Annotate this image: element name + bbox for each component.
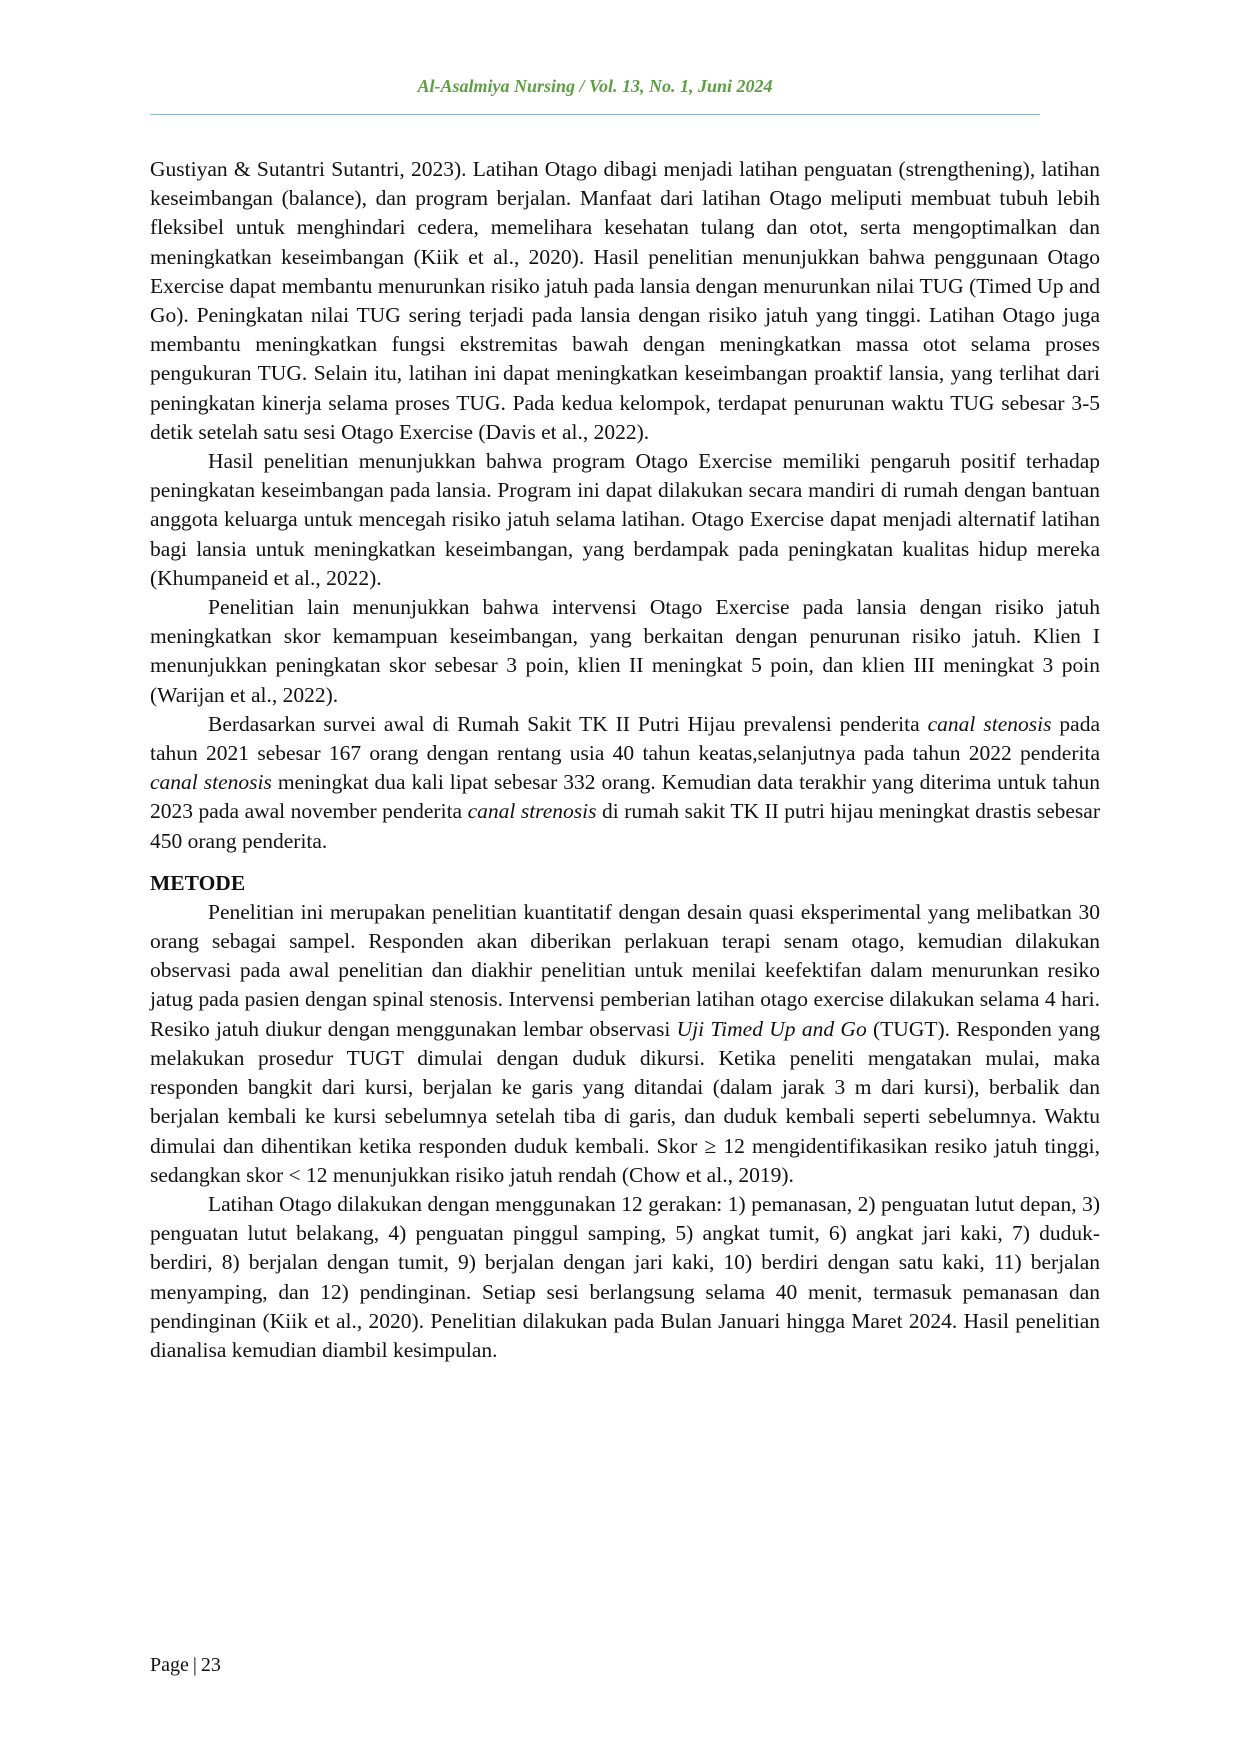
text-run: Latihan Otago dilakukan dengan menggunakan 12 gerakan: 1) pemanasan, 2) penguatan lutut depan, 3) penguatan lutut belakang, 4) penguatan pinggul samping, 5) angkat tumit, 6) angkat jari kaki, 7) duduk-berdiri, 8) berjalan dengan tumit, 9) berjalan dengan jari kaki, 10) berdiri dengan satu kaki, 11) berjalan menyamping, dan 12) pendinginan. Setiap sesi berlangsung selama 40 menit, termasuk pemanasan dan pendinginan (Kiik et al., 2020). Penelitian dilakukan pada Bulan Januari hingga Maret 2024. Hasil penelitian dianalisa kemudian diambil kesimpulan. — [150, 1191, 1100, 1362]
text-run: Gustiyan & Sutantri Sutantri, 2023). Latihan Otago dibagi menjadi latihan penguatan (strengthening), latihan keseimbangan (balance), dan program berjalan. Manfaat dari latihan Otago meliputi membuat tubuh lebih fleksibel untuk menghindari cedera, memelihara kesehatan tulang dan otot, serta mengoptimalkan dan meningkatkan keseimbangan (Kiik et al., 2020). Hasil penelitian menunjukkan bahwa penggunaan Otago Exercise dapat membantu menurunkan risiko jatuh pada lansia dengan menurunkan nilai TUG (Timed Up and Go). Peningkatan nilai TUG sering terjadi pada lansia dengan risiko jatuh yang tinggi. Latihan Otago juga membantu meningkatkan fungsi ekstremitas bawah dengan meningkatkan massa otot selama proses pengukuran TUG. Selain itu, latihan ini dapat meningkatkan keseimbangan proaktif lansia, yang terlihat dari peningkatan kinerja selama proses TUG. Pada kedua kelompok, terdapat penurunan waktu TUG sebesar 3-5 detik setelah satu sesi Otago Exercise (Davis et al., 2022). — [150, 157, 1100, 444]
text-run: Penelitian ini merupakan penelitian kuantitatif dengan desain quasi eksperimental yang melibatkan 30 orang sebagai sampel. Responden akan diberikan perlakuan terapi senam otago, kemudian dilakukan observasi pada awal penelitian dan diakhir penelitian untuk menilai keefektifan dalam menurunkan resiko jatug pada pasien dengan spinal stenosis. Intervensi pemberian latihan otago exercise dilakukan selama 4 hari. Resiko jatuh diukur dengan menggunakan lembar observasi — [150, 899, 1100, 1041]
page-footer — [150, 1654, 221, 1677]
page-label: Page — [150, 1654, 189, 1676]
page-separator: | — [192, 1654, 197, 1676]
paragraph-initial-survey — [150, 710, 1100, 856]
section-heading-metode: METODE — [150, 870, 246, 895]
paragraph-otago-results — [150, 447, 1100, 593]
text-run: di rumah sakit TK II putri hijau meningkat drastis sebesar 450 orang penderita. — [150, 799, 1100, 853]
text-run: pada tahun 2021 sebesar 167 orang dengan rentang usia 40 tahun keatas,selanjutnya pada tahun 2022 penderita — [150, 711, 1101, 766]
paragraph-otago-benefits — [150, 155, 1100, 447]
italic-term: canal strenosis — [467, 799, 597, 824]
header-divider — [150, 114, 1040, 115]
paragraph-otago-movements — [150, 1190, 1100, 1365]
text-run: Penelitian lain menunjukkan bahwa intervensi Otago Exercise pada lansia dengan risiko jatuh meningkatkan skor kemampuan keseimbangan, yang berkaitan dengan penurunan risiko jatuh. Klien I menunjukkan peningkatan skor sebesar 3 poin, klien II meningkat 5 poin, dan klien III meningkat 3 poin (Warijan et al., 2022). — [150, 595, 1100, 707]
text-run: Berdasarkan survei awal di Rumah Sakit TK II Putri Hijau prevalensi penderita — [208, 711, 928, 736]
paragraph-other-research — [150, 593, 1100, 710]
text-run: meningkat dua kali lipat sebesar 332 orang. Kemudian data terakhir yang diterima untuk tahun 2023 pada awal november penderita — [150, 770, 1100, 824]
text-run: Hasil penelitian menunjukkan bahwa program Otago Exercise memiliki pengaruh positif terhadap peningkatan keseimbangan pada lansia. Program ini dapat dilakukan secara mandiri di rumah dengan bantuan anggota keluarga untuk mencegah risiko jatuh selama latihan. Otago Exercise dapat menjadi alternatif latihan bagi lansia untuk meningkatkan keseimbangan, yang berdampak pada peningkatan kualitas hidup mereka (Khumpaneid et al., 2022). — [150, 449, 1100, 590]
italic-term: canal stenosis — [150, 770, 272, 795]
page-number: 23 — [200, 1654, 221, 1676]
text-run: (TUGT). Responden yang melakukan prosedur TUGT dimulai dengan duduk dikursi. Ketika peneliti mengatakan mulai, maka responden bangkit dari kursi, berjalan ke garis yang ditandai (dalam jarak 3 m dari kursi), berbalik dan berjalan kembali ke kursi sebelumnya setelah tiba di garis, dan duduk kembali seperti sebelumnya. Waktu dimulai dan dihentikan ketika responden duduk kembali. Skor ≥ 12 mengidentifikasikan resiko jatuh tinggi, sedangkan skor < 12 menunjukkan risiko jatuh rendah (Chow et al., 2019). — [150, 1016, 1100, 1187]
paragraph-method-design — [150, 898, 1100, 1190]
article-body — [150, 155, 1100, 1365]
italic-term: canal stenosis — [927, 711, 1052, 736]
journal-running-head: Al-Asalmiya Nursing / Vol. 13, No. 1, Juni 2024 — [417, 76, 773, 96]
italic-term: Uji Timed Up and Go — [676, 1016, 867, 1041]
